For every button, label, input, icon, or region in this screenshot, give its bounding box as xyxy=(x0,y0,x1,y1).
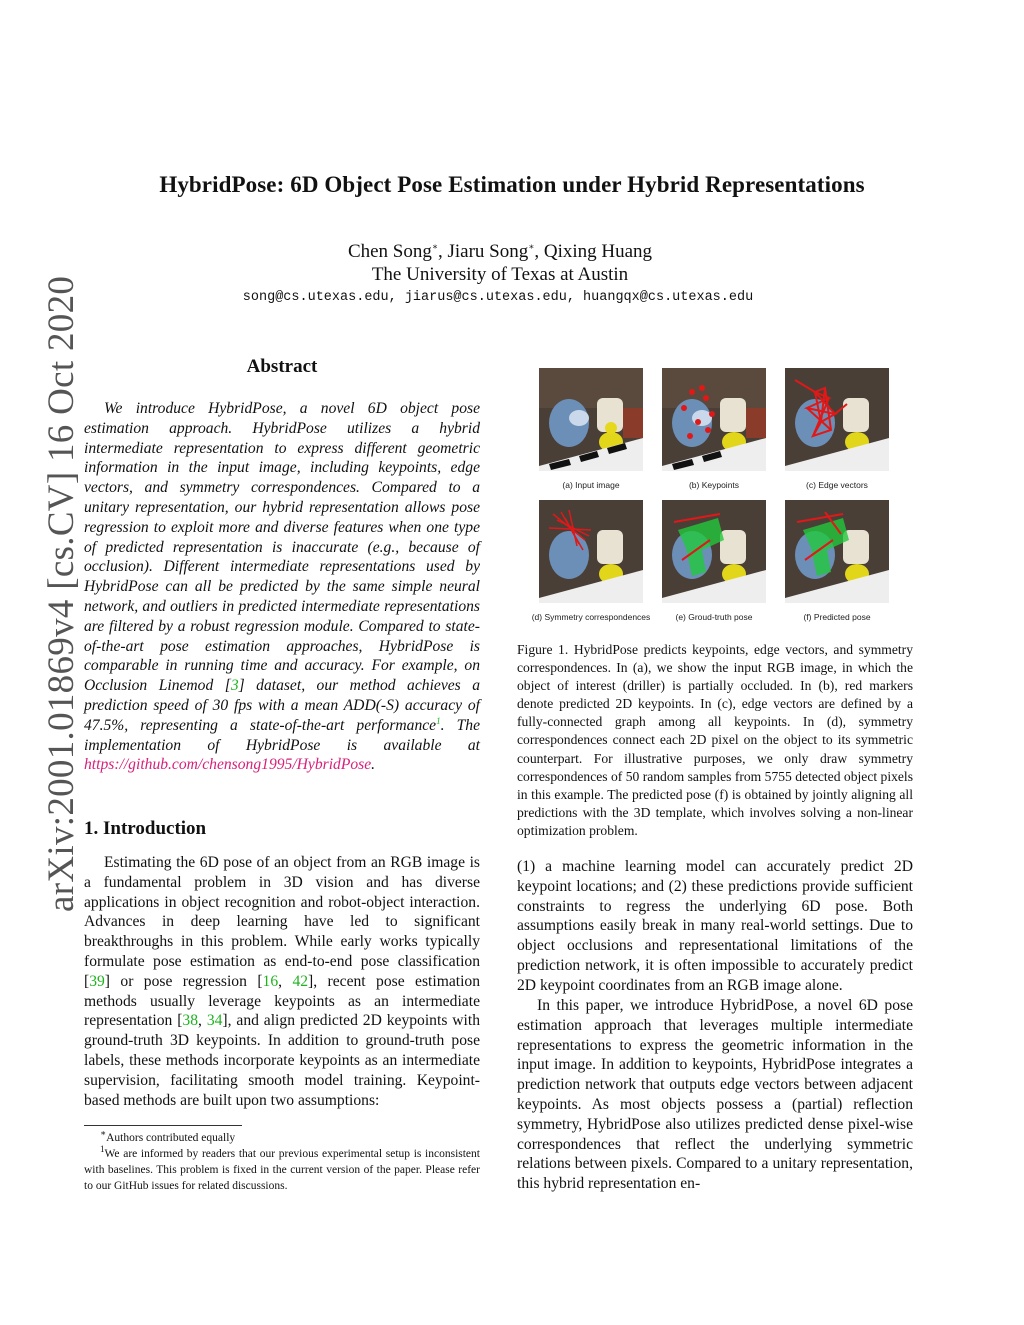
figure-panel-input-image xyxy=(539,368,643,471)
right-paragraph-2: In this paper, we introduce HybridPose, a novel 6D pose estimation approach that leverages multiple intermediate representations to express the geometric information in the input image. In addition to keypoints, HybridPose integrates a prediction network that outputs edge vectors between adjacent keypoints. As most objects possess a (partial) reflection symmetry, HybridPose also utilizes predicted dense pixel-wise correspondences that reflect the underlying symmetric relations between pixels. Compared to a unitary representation, this hybrid representation en- xyxy=(517,997,913,1193)
right-paragraph-1: (1) a machine learning model can accurately predict 2D keypoint locations; and (2) these predictions provide sufficient constraints to regress the underlying 6D pose. Both assumptions easily break in many real-world settings. Due to object occlusions and representational limitations of the prediction network, it is often impossible to accurately predict 2D keypoint coordinates from an RGB image alone. xyxy=(517,858,913,994)
introduction-heading: 1. Introduction xyxy=(84,818,207,839)
footnote-marker[interactable]: 1 xyxy=(436,715,441,726)
citation-link[interactable]: 3 xyxy=(230,677,239,695)
arxiv-identifier: arXiv:2001.01869v4 [cs.CV] 16 Oct 2020 xyxy=(41,275,82,912)
author-2-mark: ∗ xyxy=(528,241,535,252)
github-link[interactable]: https://github.com/chensong1995/HybridPose xyxy=(84,756,372,774)
author-1: Chen Song xyxy=(347,241,432,262)
citation-link[interactable]: 38 xyxy=(182,1012,199,1030)
panel-label-e: (e) Groud-truth pose xyxy=(675,612,753,622)
abstract-heading: Abstract xyxy=(246,356,318,377)
citation-link[interactable]: 34 xyxy=(206,1012,223,1030)
panel-label-c: (c) Edge vectors xyxy=(806,480,868,490)
figure-panel-edge-vectors xyxy=(785,368,889,471)
figure-panel-keypoints xyxy=(662,368,766,471)
author-1-mark: ∗ xyxy=(431,241,438,252)
figure-1 xyxy=(517,368,913,628)
panel-label-b: (b) Keypoints xyxy=(688,480,740,490)
figure-1-caption: Figure 1. HybridPose predicts keypoints, edge vectors, and symmetry correspondences. In (a), we show the input RGB image, in which the object of interest (driller) is partially occluded. In (b), red markers denote predicted 2D keypoints. In (c), edge vectors are defined by a fully-connected graph among all keypoints. In (d), symmetry correspondences connect each 2D pixel on the object to its symmetric counterpart. For illustrative purposes, we only draw symmetry correspondences of 50 random samples from 5755 detected object pixels in this example. The predicted pose (f) is obtained by jointly aligning all predictions with the 3D template, which involves solving a non-linear optimization problem. xyxy=(517,642,913,838)
panel-label-d: (d) Symmetry correspondences xyxy=(531,612,651,622)
figure-panel-predicted-pose xyxy=(785,500,889,603)
footnote-1: ∗Authors contributed equally xyxy=(100,1128,236,1144)
panel-label-f: (f) Predicted pose xyxy=(803,612,871,622)
figure-panel-symmetry xyxy=(539,500,643,603)
author-emails: song@cs.utexas.edu, jiarus@cs.utexas.edu, huangqx@cs.utexas.edu xyxy=(242,290,754,305)
author-3: Qixing Huang xyxy=(543,241,653,262)
citation-link[interactable]: 16 xyxy=(262,972,279,990)
author-block xyxy=(0,240,1000,286)
paper-title: HybridPose: 6D Object Pose Estimation under Hybrid Representations xyxy=(159,172,865,197)
figure-panel-ground-truth xyxy=(662,500,766,603)
introduction-paragraph: Estimating the 6D pose of an object from an RGB image is a fundamental problem in 3D vision and has diverse applications in object recognition and robot-object interaction. Advances in deep learning have led to significant breakthroughs in this problem. While early works typically formulate pose estimation as end-to-end pose classification [39] or pose regression [16, 42], recent pose estimation methods usually leverage keypoints as an intermediate representation [38, 34], and align predicted 2D keypoints with ground-truth 3D keypoints. In addition to ground-truth pose labels, these methods incorporate keypoints as an intermediate supervision, facilitating smooth model training. Keypoint-based methods are built upon two assumptions: xyxy=(84,854,481,1109)
footnote-2: $^1$We are informed by readers that our previous experimental setup is inconsistent with baselines. This problem is fixed in the current version of the paper. Please refer to our GitHub issues for related discussions. xyxy=(84,1144,480,1192)
panel-label-a: (a) Input image xyxy=(562,480,620,490)
author-names: Chen Song∗, Jiaru Song∗, Qixing Huang xyxy=(347,241,653,262)
affiliation: The University of Texas at Austin xyxy=(371,264,629,285)
abstract-text: We introduce HybridPose, a novel 6D object pose estimation approach. HybridPose utilizes a hybrid intermediate representation to express different geometric information in the input image, including keypoints, edge vectors, and symmetry correspondences. Compared to a unitary representation, our hybrid representation allows pose regression to exploit more and diverse features when one type of predicted representation is inaccurate (e.g., because of occlusion). Different intermediate representations used by HybridPose can all be predicted by the same simple neural network, and outliers in predicted intermediate representations are filtered by a robust regression module. Compared to state-of-the-art pose estimation approaches, HybridPose is comparable in running time and accuracy. For example, on Occlusion Linemod [3] dataset, our method achieves a prediction speed of 30 fps with a mean ADD(-S) accuracy of 47.5%, representing a state-of-the-art performance$^1$. The implementation of HybridPose is available at https://github.com/chensong1995/HybridPose. xyxy=(84,400,480,774)
footnote-divider xyxy=(84,1125,242,1126)
citation-link[interactable]: 42 xyxy=(292,972,309,990)
citation-link[interactable]: 39 xyxy=(89,972,105,990)
author-2: Jiaru Song xyxy=(447,241,529,262)
